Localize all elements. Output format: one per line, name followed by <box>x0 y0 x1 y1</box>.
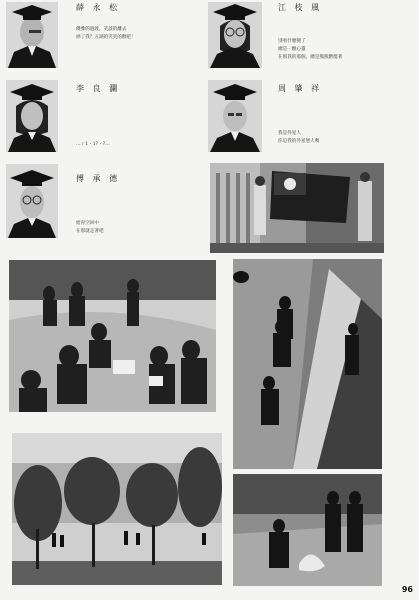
students-group-photo <box>9 260 216 412</box>
portrait-photo <box>6 164 58 238</box>
graduate-name: 薛 永 松 <box>76 3 121 12</box>
graduate-caption: 在那我的那個，總是熊熊燃燒著 <box>278 55 343 60</box>
graduate-caption: …ㄚ1・1?・?… <box>76 142 110 147</box>
graduate-name: 周 肇 祥 <box>278 84 323 93</box>
graduate-caption: 我是外星人 <box>278 131 301 136</box>
page-number: 96 <box>401 585 413 594</box>
campus-trees-photo <box>12 433 222 585</box>
graduate-name: 李 良 瀾 <box>76 84 121 93</box>
portrait-photo <box>6 80 58 152</box>
flag-raising-photo <box>210 163 384 253</box>
graduate-caption: 別看什麼變了 <box>278 39 306 44</box>
campfire-photo <box>233 474 382 586</box>
portrait-photo <box>208 2 262 68</box>
graduate-caption: 在那就走著吧 <box>76 229 104 234</box>
graduate-caption: 給青空回中 <box>76 221 99 226</box>
graduate-caption: 總是一顆心靈 <box>278 47 306 52</box>
portrait-photo <box>6 2 58 68</box>
graduate-name: 傅 承 德 <box>76 174 121 183</box>
graduate-caption: 優雅的過渡，笑談的離去 <box>76 27 127 32</box>
students-by-wall-photo <box>233 259 382 469</box>
graduate-name: 江 枝 風 <box>278 3 323 12</box>
portrait-photo <box>208 80 262 152</box>
graduate-caption: 掉了我？五湖的笑笑的歡吧！ <box>76 35 136 40</box>
graduate-caption: 你是我的外星戀人嗎 <box>278 139 320 144</box>
